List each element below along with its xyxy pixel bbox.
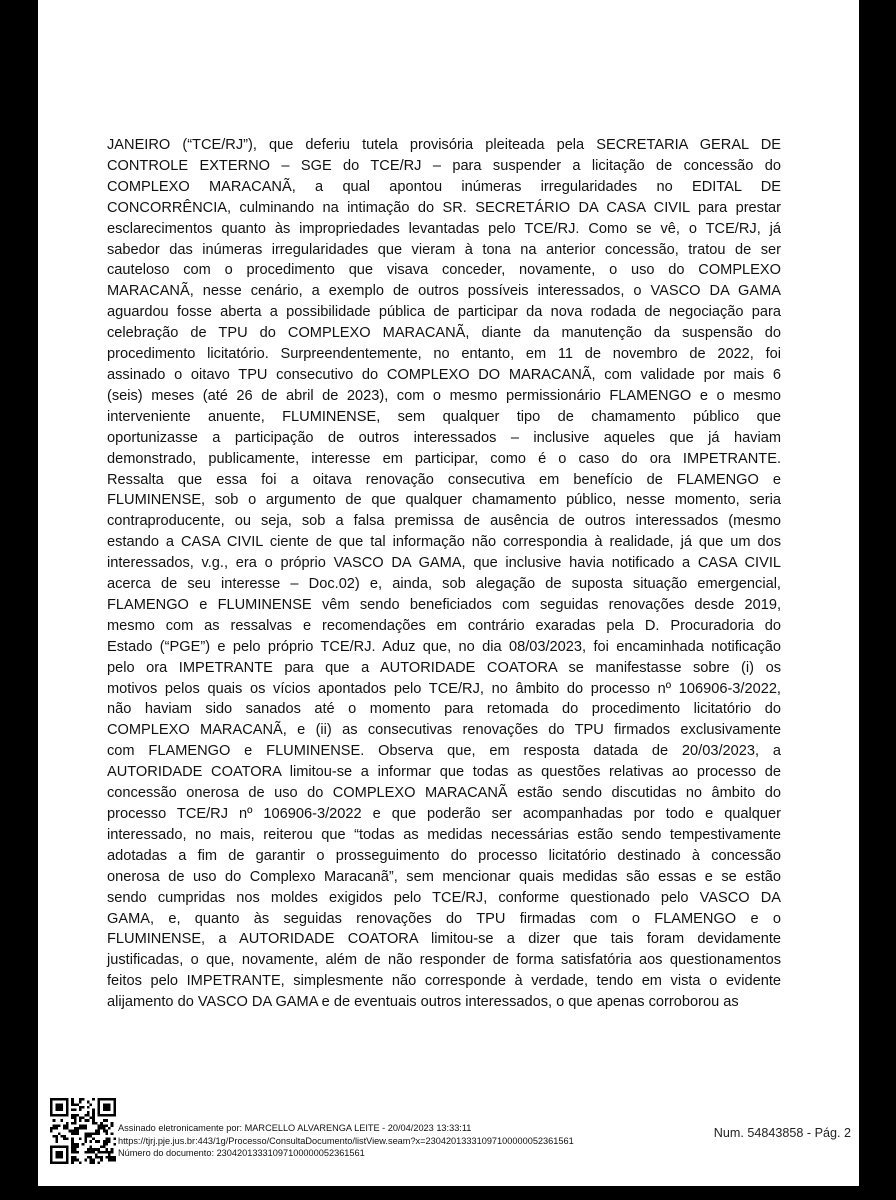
text-line: não haviam sido sanados até o momento para retomada do procedimento licitatório do xyxy=(107,701,781,718)
text-line: JANEIRO (“TCE/RJ”), que deferiu tutela provisória pleiteada pela SECRETARIA GERAL DE xyxy=(107,137,781,153)
text-line: CONTROLE EXTERNO – SGE do TCE/RJ – para suspender a licitação de concessão do xyxy=(107,157,781,174)
text-line: estando a CASA CIVIL ciente de que tal informação não correspondia à realidade, já que um dos xyxy=(107,534,781,551)
text-line: concessão onerosa de uso do COMPLEXO MARACANÃ estão sendo discutidas no âmbito do xyxy=(107,785,781,802)
text-line: justificadas, o que, novamente, além de não responder de forma satisfatória aos questionamentos xyxy=(107,952,781,969)
text-line: procedimento licitatório. Surpreendentemente, no entanto, em 11 de novembro de 2022, foi xyxy=(107,346,781,363)
document-number: Número do documento: 23042013331097100000052361561 xyxy=(118,1148,365,1158)
text-line: FLAMENGO e FLUMINENSE vêm sendo beneficiados com seguidas renovações desde 2019, xyxy=(107,596,781,613)
text-line: adotadas a fim de garantir o prosseguimento do processo licitatório destinado à concessão xyxy=(107,847,781,864)
text-line: pelo ora IMPETRANTE para que a AUTORIDADE COATORA se manifestasse sobre (i) os xyxy=(107,659,781,676)
text-line: onerosa de uso do Complexo Maracanã”, sem mencionar quais medidas são essas e se estão xyxy=(107,868,781,885)
qr-code-icon xyxy=(50,1098,116,1164)
document-url[interactable]: https://tjrj.pje.jus.br:443/1g/Processo/ConsultaDocumento/listView.seam?x=23042013331097100000052361561 xyxy=(118,1135,574,1146)
text-line: sendo cumpridas nos moldes exigidos pelo TCE/RJ, conforme questionado pelo VASCO DA xyxy=(107,889,781,906)
text-line: COMPLEXO MARACANÃ, e (ii) as consecutivas renovações do TPU firmados exclusivamente xyxy=(107,722,781,739)
text-line: aguardou fosse aberta a possibilidade pública de participar da nova rodada de negociação para xyxy=(107,304,781,321)
text-line: Ressalta que essa foi a oitava renovação consecutiva em benefício de FLAMENGO e xyxy=(107,471,781,488)
text-line: GAMA, e, quanto às seguidas renovações do TPU firmadas com o FLAMENGO e o xyxy=(107,910,781,927)
text-line: alijamento do VASCO DA GAMA e de eventuais outros interessados, o que apenas corroborou as xyxy=(107,994,739,1011)
text-line: acerca de seu interesse – Doc.02) e, ainda, sob alegação de suposta situação emergencial, xyxy=(107,576,781,593)
text-line: oportunizasse a participação de outros interessados – inclusive aqueles que já haviam xyxy=(107,429,781,446)
document-page xyxy=(38,0,859,1186)
text-line: demonstrado, publicamente, interesse em participar, como é o caso do ora IMPETRANTE. xyxy=(107,450,781,467)
text-line: esclarecimentos quanto às impropriedades levantadas pelo TCE/RJ. Como se vê, o TCE/RJ, já xyxy=(107,220,781,237)
text-line: celebração de TPU do COMPLEXO MARACANÃ, diante da manutenção da suspensão do xyxy=(107,325,781,342)
text-line: motivos pelos quais os vícios apontados pelo TCE/RJ, no âmbito do processo nº 106906-3/2022, xyxy=(107,680,781,697)
text-line: (seis) meses (até 26 de abril de 2023), com o mesmo permissionário FLAMENGO e o mesmo xyxy=(107,387,781,404)
text-line: sabedor das inúmeras irregularidades que vieram à tona na anterior concessão, tratou de ser xyxy=(107,241,781,258)
text-line: interveniente anuente, FLUMINENSE, sem qualquer tipo de chamamento público que xyxy=(107,408,781,425)
text-line: Estado (“PGE”) e pelo próprio TCE/RJ. Aduz que, no dia 08/03/2023, foi encaminhada notificação xyxy=(107,638,781,655)
text-line: com FLAMENGO e FLUMINENSE. Observa que, em resposta datada de 20/03/2023, a xyxy=(107,743,781,760)
signature-block xyxy=(118,1122,574,1160)
text-line: mesmo com as ressalvas e recomendações em contrário exaradas pela D. Procuradoria do xyxy=(107,617,781,634)
signature-line: Assinado eletronicamente por: MARCELLO ALVARENGA LEITE - 20/04/2023 13:33:11 xyxy=(118,1123,472,1133)
text-line: processo TCE/RJ nº 106906-3/2022 e que poderão ser acompanhadas por todo e qualquer xyxy=(107,806,781,822)
text-line: AUTORIDADE COATORA limitou-se a informar que todas as questões relativas ao processo de xyxy=(107,764,781,781)
text-line: interessados, v.g., era o próprio VASCO DA GAMA, que inclusive havia notificado a CASA CIVIL xyxy=(107,555,781,572)
document-body xyxy=(107,135,781,1013)
text-line: assinado o oitavo TPU consecutivo do COMPLEXO DO MARACANÃ, com validade por mais 6 xyxy=(107,366,781,383)
text-line: feitos pelo IMPETRANTE, simplesmente não corresponde à verdade, tendo em vista o evidente xyxy=(107,973,781,990)
text-line: COMPLEXO MARACANÃ, a qual apontou inúmeras irregularidades no EDITAL DE xyxy=(107,178,781,195)
page-number: Num. 54843858 - Pág. 2 xyxy=(713,1126,851,1140)
text-line: FLUMINENSE, a AUTORIDADE COATORA limitou-se a dizer que tais foram devidamente xyxy=(107,931,781,948)
text-line: interessado, no mais, reiterou que “todas as medidas necessárias estão sendo tempestivamente xyxy=(107,826,781,843)
text-line: cauteloso com o procedimento que visava conceder, novamente, o uso do COMPLEXO xyxy=(107,262,781,279)
text-line: FLUMINENSE, sob o argumento de que qualquer chamamento público, nesse momento, seria xyxy=(107,492,781,509)
text-line: contraproducente, ou seja, sob a falsa premissa de ausência de outros interessados (mesmo xyxy=(107,513,781,530)
text-line: CONCORRÊNCIA, culminando na intimação do SR. SECRETÁRIO DA CASA CIVIL para prestar xyxy=(107,199,781,216)
text-line: MARACANÃ, nesse cenário, a exemplo de outros possíveis interessados, o VASCO DA GAMA xyxy=(107,283,781,300)
